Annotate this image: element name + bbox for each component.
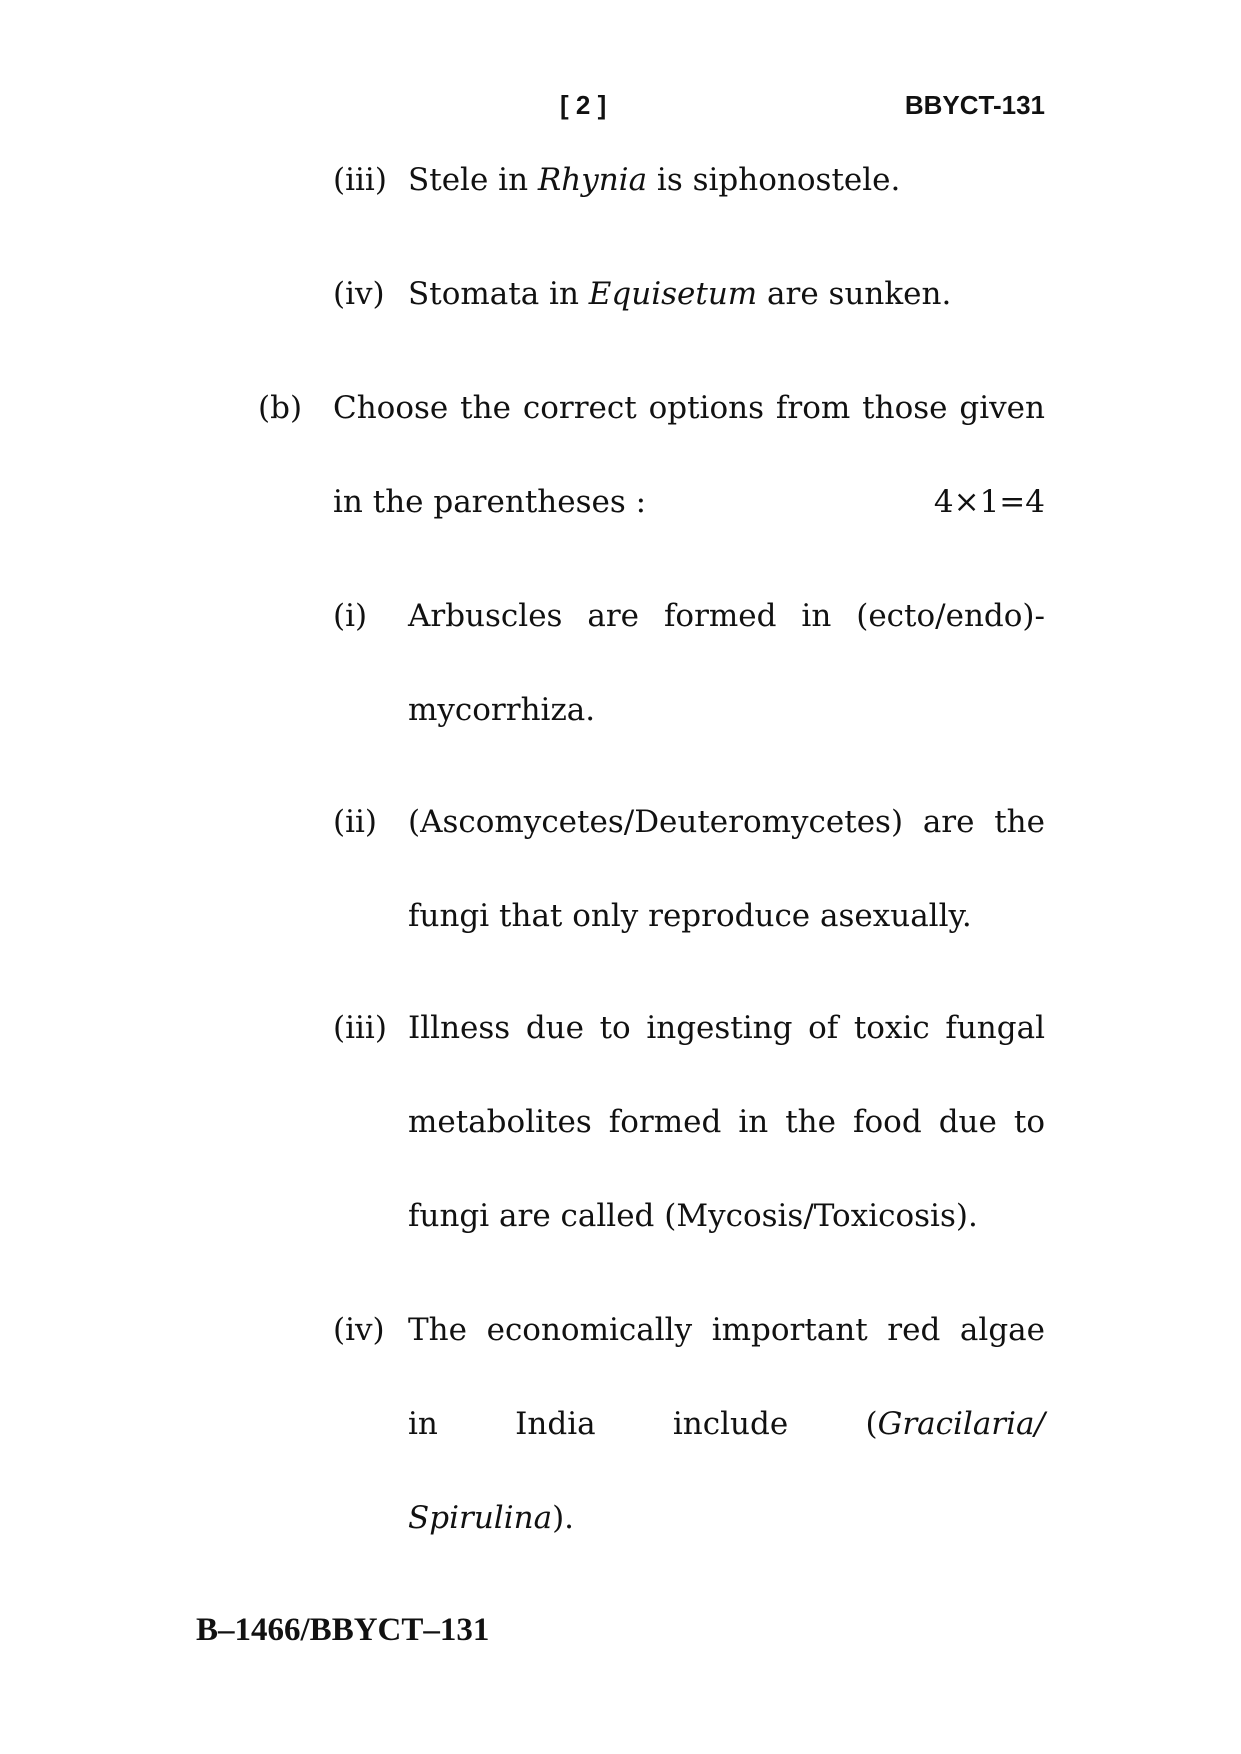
item-a-iv-text-before: Stomata in [408, 276, 589, 312]
footer-code: B–1466/BBYCT–131 [196, 1612, 490, 1648]
item-b-iv-label: (iv) [333, 1312, 385, 1348]
item-b-iv-line2-word: India [515, 1406, 596, 1442]
part-b-marks: 4×1=4 [933, 484, 1045, 520]
item-a-iii-italic: Rhynia [537, 162, 648, 198]
item-a-iv-text-after: are sunken. [757, 276, 952, 312]
item-b-iii-label: (iii) [333, 1010, 387, 1046]
item-a-iii-text [408, 160, 900, 200]
item-b-iv-line2-italic: Gracilaria/ [877, 1406, 1045, 1442]
item-a-iii-label: (iii) [333, 162, 387, 198]
page-number: [ 2 ] [560, 90, 607, 120]
item-b-iii-line3: fungi are called (Mycosis/Toxicosis). [408, 1198, 978, 1234]
item-b-iv-line2 [408, 1404, 1045, 1444]
item-b-i-line2: mycorrhiza. [408, 692, 596, 728]
item-b-iv-line2-word: (Gracilaria/ [865, 1406, 1045, 1442]
item-b-iv-line3-after: ). [552, 1500, 575, 1536]
part-b-instruction-line1: Choose the correct options from those given [333, 390, 1045, 426]
item-b-iv-line1: The economically important red algae [408, 1312, 1045, 1348]
item-a-iv-text [408, 274, 951, 314]
item-b-iii-line2: metabolites formed in the food due to [408, 1104, 1045, 1140]
item-b-iv-line2-word: include [672, 1406, 789, 1442]
item-b-iii-line1: Illness due to ingesting of toxic fungal [408, 1010, 1045, 1046]
item-b-iv-line3 [408, 1498, 574, 1538]
part-b-instruction-line2: in the parentheses : [333, 484, 647, 520]
item-b-i-label: (i) [333, 598, 368, 634]
item-b-i-line1: Arbuscles are formed in (ecto/endo)- [408, 598, 1045, 634]
item-a-iv-label: (iv) [333, 276, 385, 312]
item-b-iv-line2-word: in [408, 1406, 438, 1442]
course-code-header: BBYCT-131 [904, 90, 1045, 120]
item-b-ii-label: (ii) [333, 804, 378, 840]
part-b-label: (b) [258, 390, 303, 426]
item-b-ii-line1: (Ascomycetes/Deuteromycetes) are the [408, 804, 1045, 840]
item-b-ii-line2: fungi that only reproduce asexually. [408, 898, 972, 934]
item-a-iv-italic: Equisetum [588, 276, 758, 312]
item-b-iv-line3-italic: Spirulina [408, 1500, 553, 1536]
item-a-iii-text-before: Stele in [408, 162, 538, 198]
item-a-iii-text-after: is siphonostele. [647, 162, 901, 198]
